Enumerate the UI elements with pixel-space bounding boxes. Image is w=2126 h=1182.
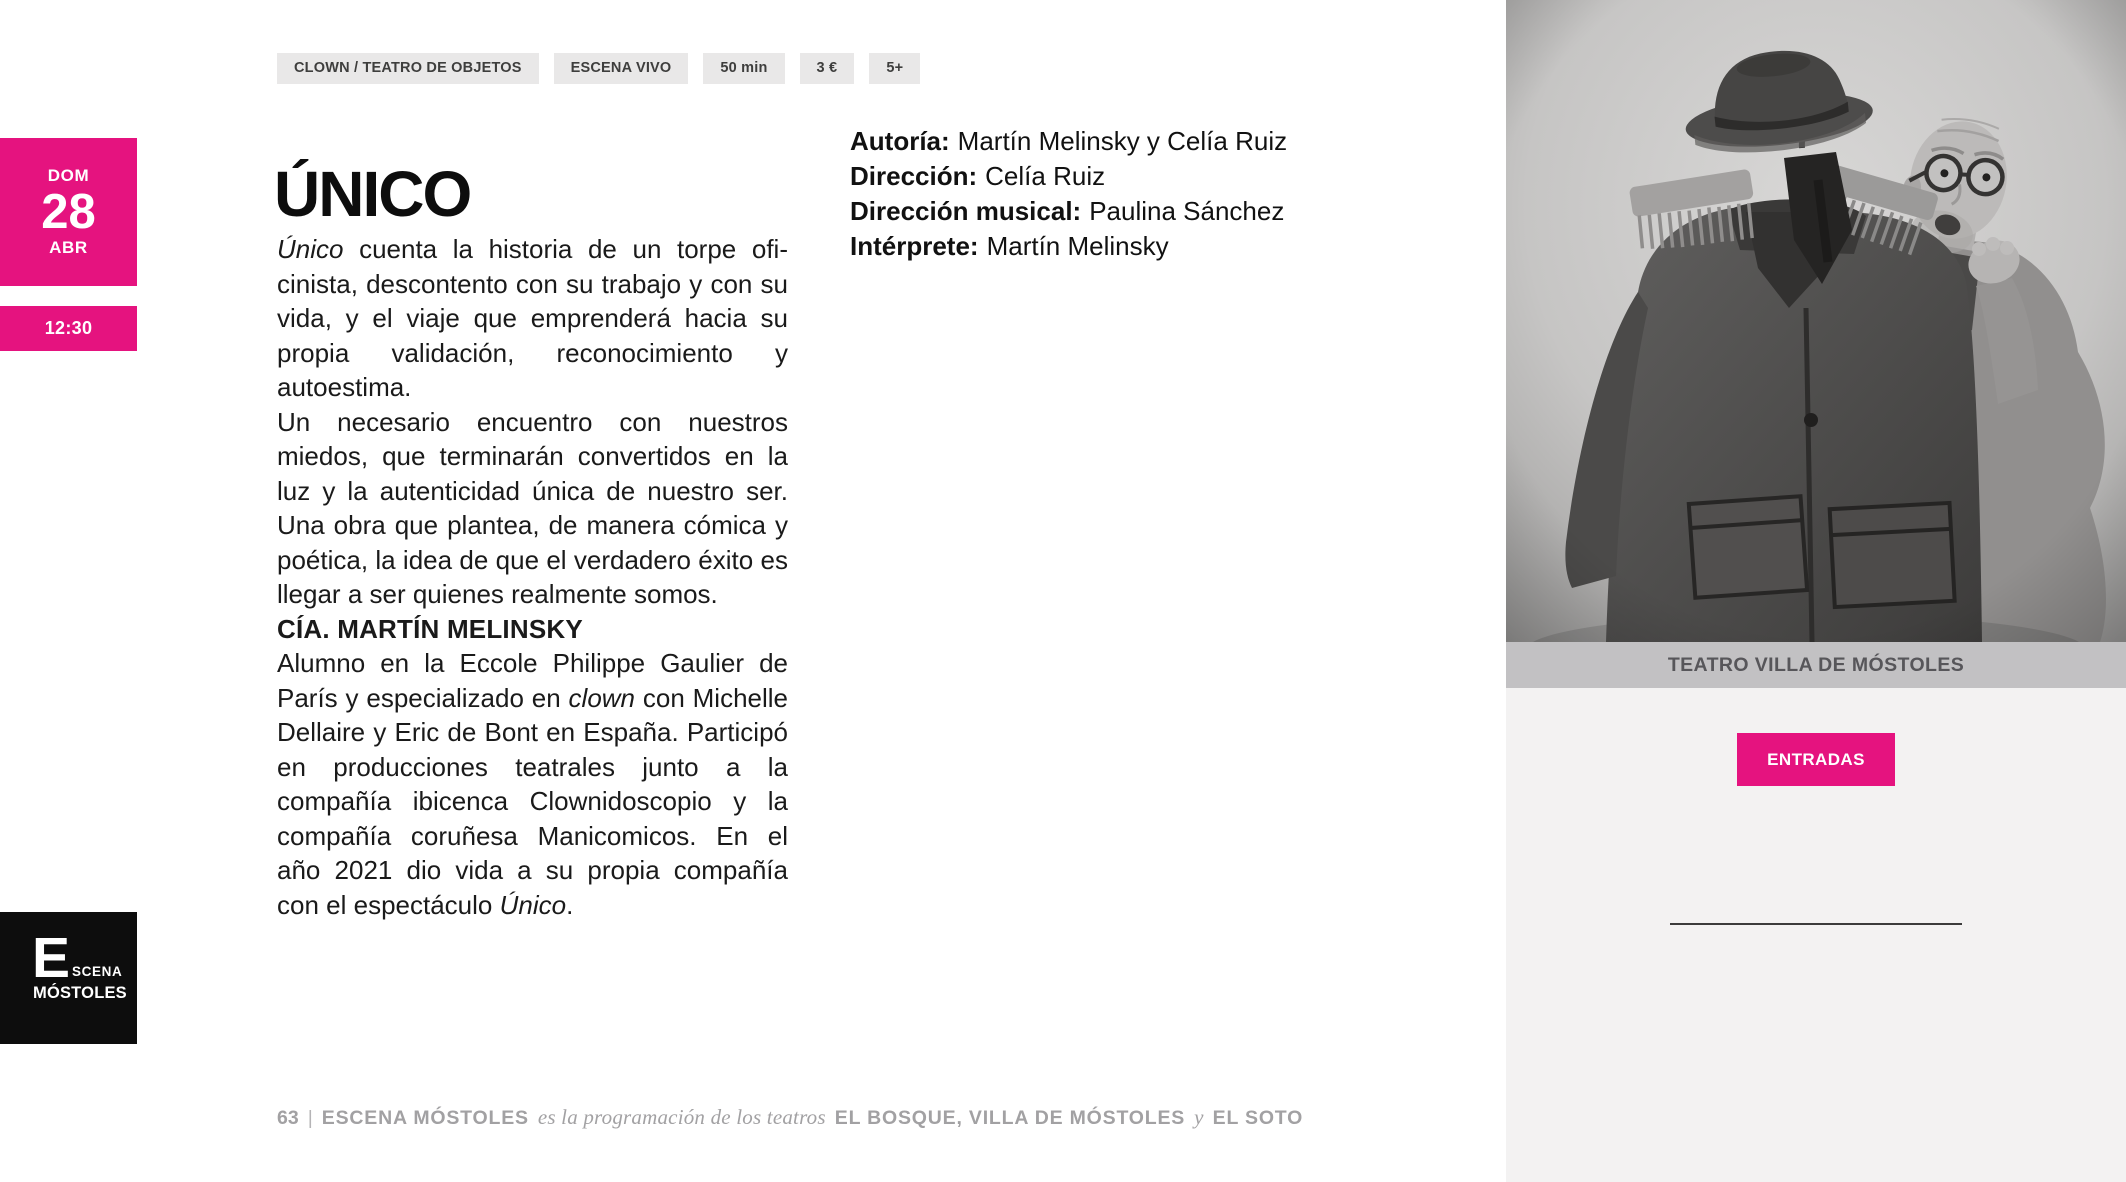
page-number: 63	[277, 1107, 299, 1129]
company-bio: Alumno en la Eccole Philippe Gaulier de París y especializado en clown con Michelle Dellaire y Eric de Bont en España. Participó en producciones teatrales junto a la compañía ibicenca Clownidoscopio y la compañía coruñesa Manicomicos. En el año 2021 dio vida a su propia compañía con el espectáculo Único.	[277, 648, 789, 920]
tag-genre: CLOWN / TEATRO DE OBJETOS	[277, 53, 539, 84]
synopsis-paragraph-1: Único cuenta la historia de un torpe oficinista, descontento con su trabajo y con su vida, y el viaje que emprenderá hacia su propia validación, reconocimiento y autoestima.	[277, 234, 788, 402]
credit-row	[850, 194, 1350, 229]
footer-brand: ESCENA MÓSTOLES	[321, 1107, 529, 1129]
date-day-name: DOM	[47, 166, 90, 185]
synopsis-column	[277, 232, 788, 922]
footer-separator: |	[307, 1107, 313, 1129]
tag-row	[277, 53, 920, 84]
credit-value: Martín Melinsky	[986, 231, 1169, 261]
logo-initial: E	[32, 926, 71, 990]
credit-row	[850, 159, 1350, 194]
credit-label: Intérprete:	[850, 231, 979, 261]
credit-row	[850, 124, 1350, 159]
date-month: ABR	[49, 238, 88, 257]
venue-caption: TEATRO VILLA DE MÓSTOLES	[1667, 653, 1965, 676]
logo-line2: MÓSTOLES	[33, 984, 127, 1002]
show-photo	[1506, 0, 2126, 642]
tickets-button[interactable]: ENTRADAS	[1737, 733, 1895, 786]
footer-theaters-a: EL BOSQUE, VILLA DE MÓSTOLES	[834, 1107, 1186, 1129]
tag-price: 3 €	[800, 53, 855, 84]
logo-suffix: SCENA	[72, 964, 123, 979]
page-title: ÚNICO	[274, 157, 471, 230]
divider-line	[1670, 923, 1962, 925]
credit-label: Dirección musical:	[850, 196, 1082, 226]
credits-block	[850, 124, 1350, 264]
credit-label: Autoría:	[850, 126, 950, 156]
tag-age: 5+	[869, 53, 920, 84]
footer-conjunction: y	[1194, 1105, 1204, 1129]
credit-value: Paulina Sánchez	[1089, 196, 1285, 226]
synopsis-paragraph-2: Un necesario encuentro con nuestros miedos, que terminarán convertidos en la luz y la autenticidad única de nuestro ser. Una obra que plantea, de manera cómica y poética, la idea de que el verdadero éxito es llegar a ser quienes realmente somos.	[277, 406, 788, 609]
page-footer	[277, 1105, 1303, 1130]
credit-label: Dirección:	[850, 161, 978, 191]
logo-line1	[32, 926, 123, 990]
credit-row	[850, 229, 1350, 264]
venue-panel	[1506, 0, 2126, 1182]
tag-duration: 50 min	[703, 53, 784, 84]
footer-lead: es la programación de los teatros	[537, 1105, 826, 1129]
company-heading: CÍA. MARTÍN MELINSKY	[277, 613, 583, 644]
footer-theaters-b: EL SOTO	[1212, 1107, 1304, 1129]
escena-mostoles-logo	[0, 912, 137, 1044]
tag-program: ESCENA VIVO	[554, 53, 689, 84]
credit-value: Celía Ruiz	[985, 161, 1106, 191]
show-time: 12:30	[44, 318, 93, 338]
time-box	[0, 306, 137, 351]
date-box	[0, 138, 137, 286]
credit-value: Martín Melinsky y Celía Ruiz	[957, 126, 1288, 156]
date-day-number: 28	[41, 185, 96, 239]
venue-caption-bar	[1506, 642, 2126, 688]
